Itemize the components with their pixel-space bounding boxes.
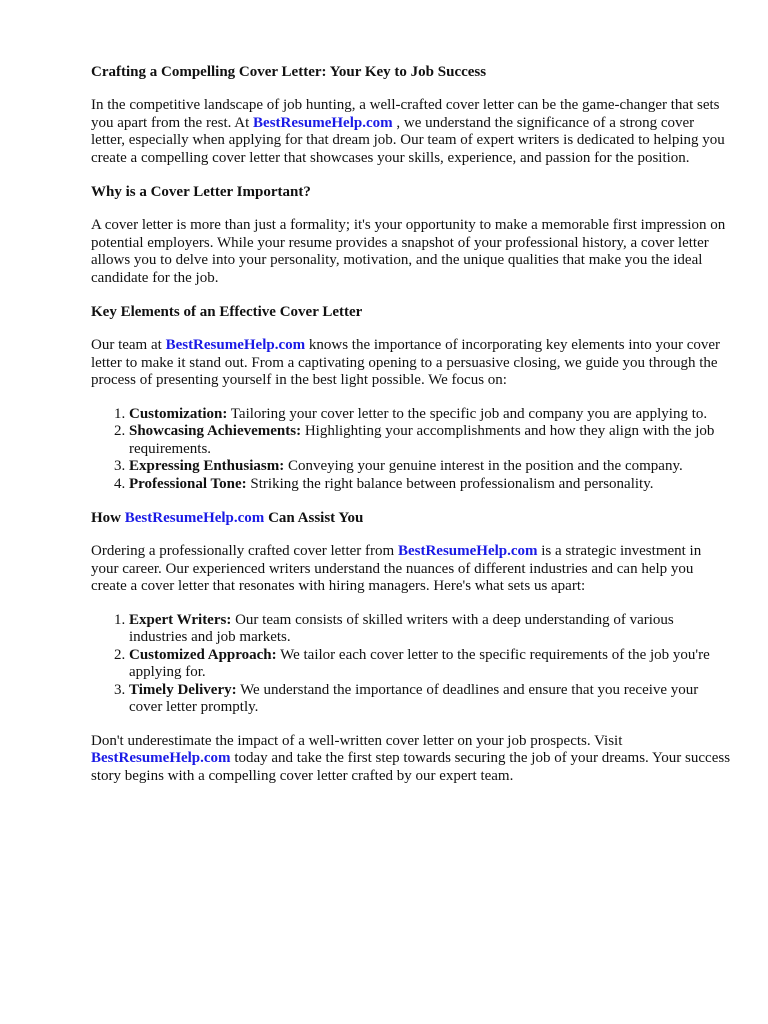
- site-link[interactable]: BestResumeHelp.com: [124, 510, 265, 526]
- list-item-term: Expert Writers:: [129, 611, 232, 628]
- list-item: [129, 647, 731, 682]
- list-item: [129, 458, 731, 476]
- list-item: [129, 423, 731, 458]
- list-item-text: Our team consists of skilled writers with a deep understanding of various industries and job markets.: [129, 611, 674, 645]
- key-text-start: Our team at: [91, 337, 166, 353]
- how-text-end: is a strategic investment in your career. Our experienced writers understand the nuances of different industries and can help you create a cover letter that resonates with hiring managers. Here's what sets us apart:: [91, 543, 702, 594]
- list-item: [129, 612, 731, 647]
- list-item-text: We understand the importance of deadlines and ensure that you receive your cover letter promptly.: [129, 681, 699, 715]
- list-item: [129, 682, 731, 717]
- list-item: [129, 476, 731, 494]
- how-heading-start: How: [91, 510, 125, 526]
- list-item-text: Tailoring your cover letter to the specific job and company you are applying to.: [227, 405, 708, 422]
- list-item-text: Conveying your genuine interest in the position and the company.: [284, 458, 683, 474]
- closing-paragraph: [91, 733, 731, 786]
- site-link[interactable]: BestResumeHelp.com: [91, 750, 231, 766]
- closing-text-end: today and take the first step towards securing the job of your dreams. Your success story begins with a compelling cover letter crafted by our expert team.: [91, 750, 731, 784]
- intro-text-end: , we understand the significance of a strong cover letter, especially when applying for that dream job. Our team of expert writers is dedicated to helping you create a compelling cover letter that showcases your skills, experience, and passion for the position.: [91, 114, 725, 166]
- site-link[interactable]: BestResumeHelp.com: [253, 114, 393, 131]
- key-text-end: knows the importance of incorporating key elements into your cover letter to make it stand out. From a captivating opening to a persuasive closing, we guide you through the process of presenting yourself in the best light possible. We focus on:: [91, 337, 721, 388]
- list-item-term: Showcasing Achievements:: [129, 423, 302, 439]
- advantages-list: [91, 612, 731, 717]
- how-heading-end: Can Assist You: [264, 510, 364, 526]
- list-item-term: Professional Tone:: [129, 475, 247, 492]
- key-paragraph: [91, 337, 731, 390]
- list-item-term: Customized Approach:: [129, 646, 277, 663]
- key-elements-list: [91, 406, 731, 494]
- document-page: [91, 56, 731, 801]
- site-link[interactable]: BestResumeHelp.com: [165, 337, 306, 353]
- intro-text-start: In the competitive landscape of job hunting, a well-crafted cover letter can be the game-changer that sets you apart from the rest. At: [91, 97, 720, 131]
- list-item-term: Expressing Enthusiasm:: [129, 458, 285, 474]
- list-item-term: Customization:: [129, 405, 228, 422]
- key-heading: Key Elements of an Effective Cover Letter: [91, 304, 363, 320]
- site-link[interactable]: BestResumeHelp.com: [397, 543, 538, 559]
- closing-text-start: Don't underestimate the impact of a well-written cover letter on your job prospects. Visit: [91, 732, 623, 749]
- list-item-term: Timely Delivery:: [129, 681, 237, 698]
- list-item: [129, 406, 731, 424]
- how-heading: [91, 509, 731, 527]
- how-paragraph: [91, 543, 731, 596]
- intro-paragraph: [91, 97, 731, 167]
- list-item-text: We tailor each cover letter to the specific requirements of the job you're applying for.: [129, 646, 710, 680]
- doc-title: Crafting a Compelling Cover Letter: Your Key to Job Success: [91, 64, 487, 80]
- why-heading: Why is a Cover Letter Important?: [91, 184, 311, 200]
- list-item-text: Highlighting your accomplishments and how they align with the job requirements.: [129, 423, 715, 457]
- why-paragraph: A cover letter is more than just a formality; it's your opportunity to make a memorable first impression on potential employers. While your resume provides a snapshot of your professional history, a cover letter allows you to delve into your personality, motivation, and the unique qualities that make you the ideal candidate for the job.: [91, 217, 726, 286]
- list-item-text: Striking the right balance between professionalism and personality.: [246, 475, 654, 492]
- how-text-start: Ordering a professionally crafted cover letter from: [91, 543, 398, 559]
